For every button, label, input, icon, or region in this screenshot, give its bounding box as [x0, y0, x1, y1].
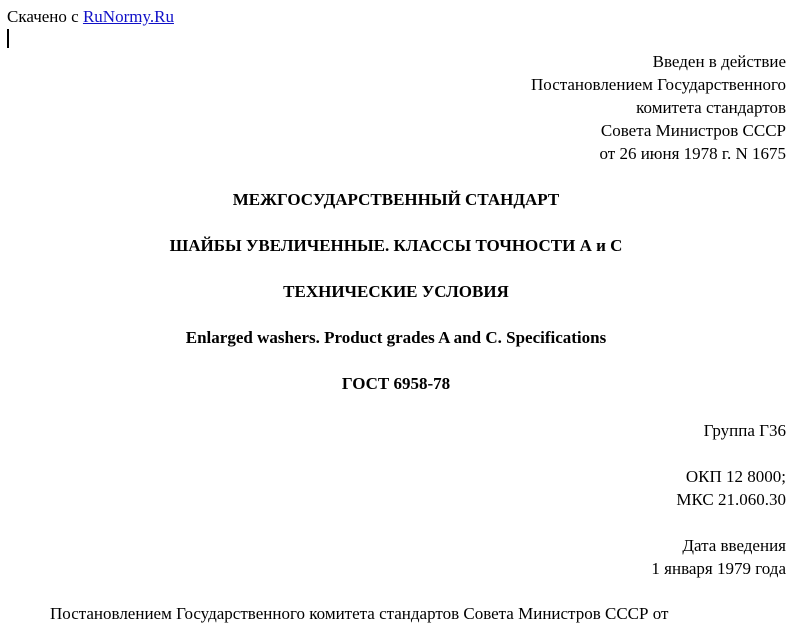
download-source-prefix: Скачено с — [7, 7, 83, 26]
enactment-line: Введен в действие — [652, 52, 786, 71]
enactment-line: Совета Министров СССР — [600, 121, 786, 140]
group-code: Группа Г36 — [703, 421, 786, 440]
enactment-line: Постановлением Государственного — [531, 75, 786, 94]
interstate-standard-heading: МЕЖГОСУДАРСТВЕННЫЙ СТАНДАРТ — [232, 190, 560, 209]
mks-code: МКС 21.060.30 — [676, 490, 786, 509]
standard-subtitle: ТЕХНИЧЕСКИЕ УСЛОВИЯ — [283, 282, 509, 301]
runormy-link[interactable]: RuNormy.Ru — [82, 7, 174, 26]
enactment-block — [531, 50, 786, 165]
introduction-date-block — [651, 534, 786, 580]
standard-title: ШАЙБЫ УВЕЛИЧЕННЫЕ. КЛАССЫ ТОЧНОСТИ А и С — [169, 236, 623, 255]
download-source-line — [7, 5, 174, 28]
introduction-date-value: 1 января 1979 года — [651, 559, 786, 578]
english-title: Enlarged washers. Product grades A and C. Specifications — [185, 328, 607, 347]
enactment-line: от 26 июня 1978 г. N 1675 — [599, 144, 786, 163]
body-paragraph: Постановлением Государственного комитета стандартов Совета Министров СССР от — [50, 604, 669, 623]
text-cursor — [7, 29, 9, 48]
classification-codes — [676, 465, 786, 511]
gost-number: ГОСТ 6958-78 — [341, 374, 451, 393]
okp-code: ОКП 12 8000; — [685, 467, 786, 486]
introduction-date-label: Дата введения — [682, 536, 786, 555]
enactment-line: комитета стандартов — [636, 98, 786, 117]
